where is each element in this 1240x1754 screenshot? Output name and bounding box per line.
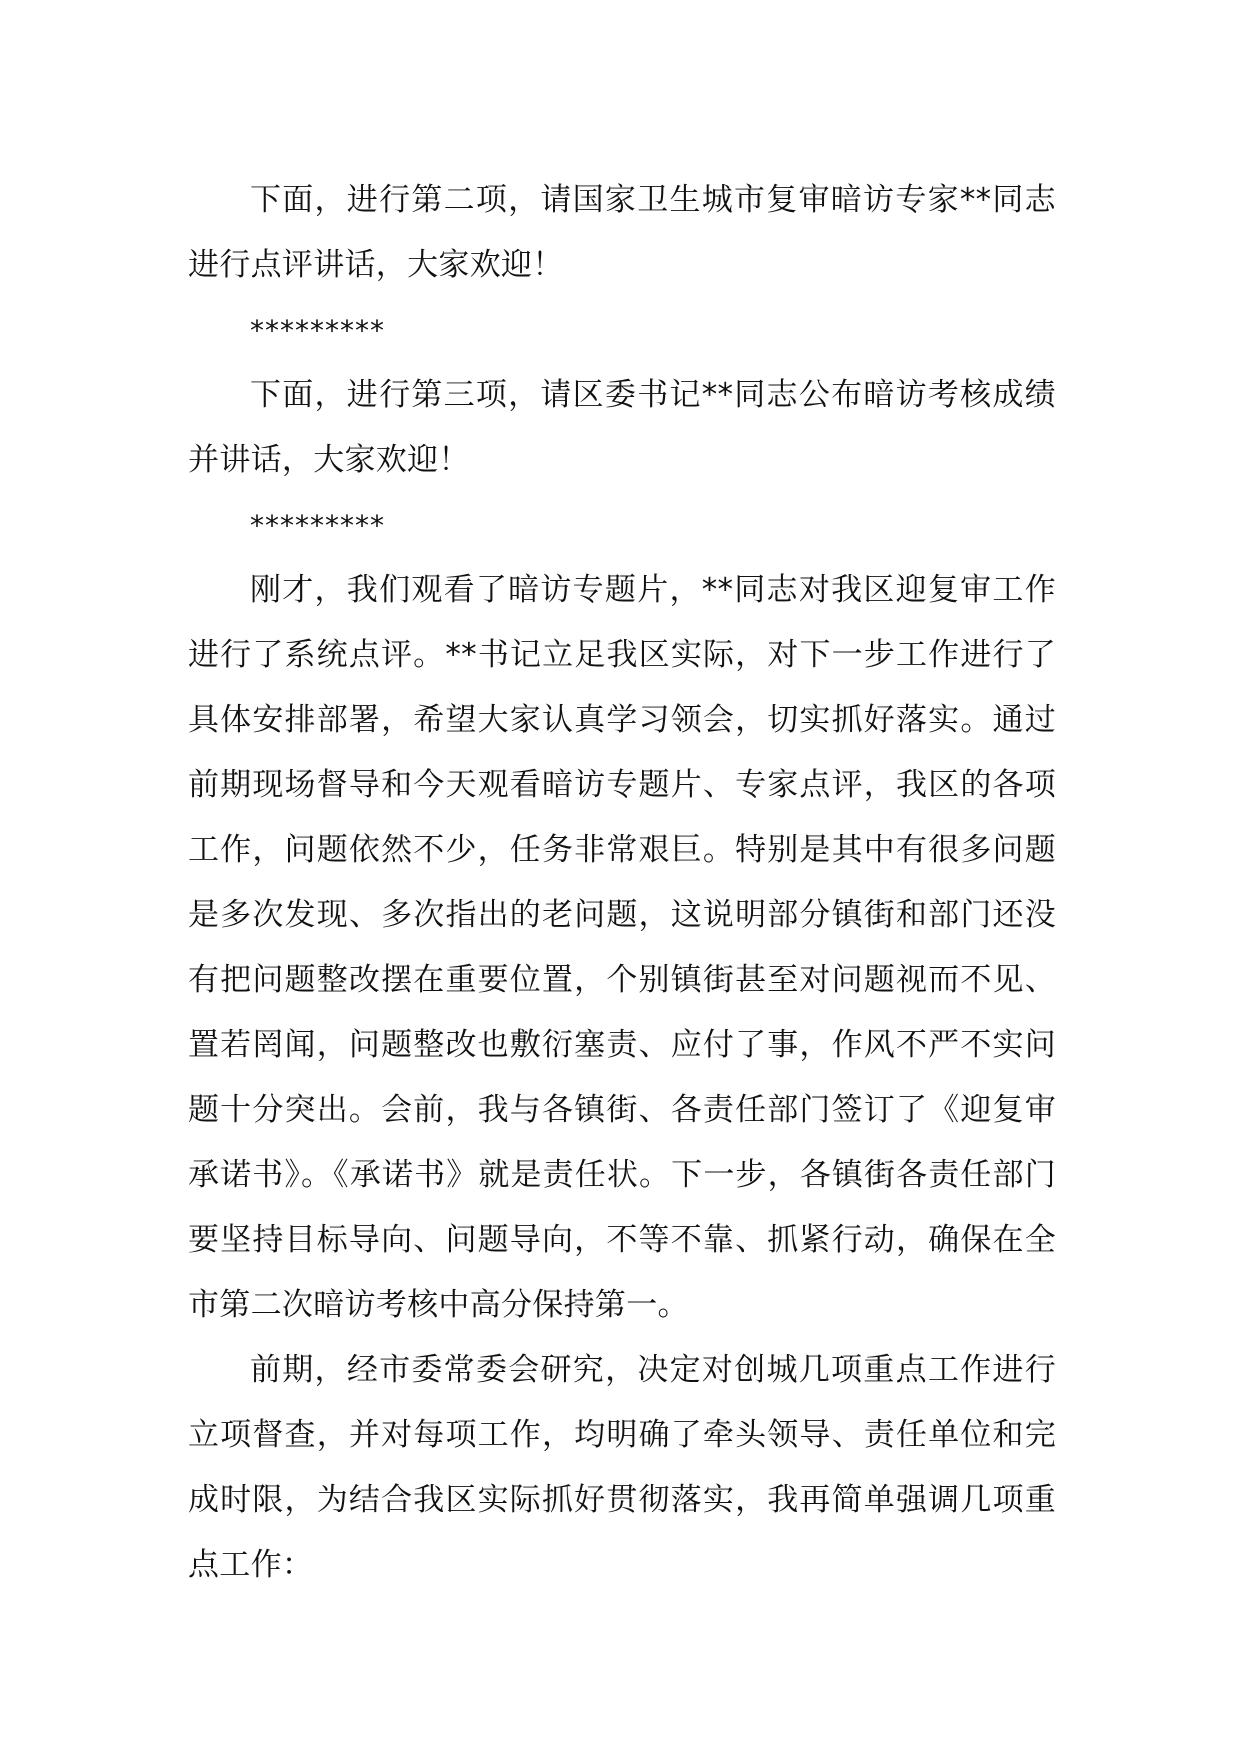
- paragraph-item-2-intro: 下面，进行第二项，请国家卫生城市复审暗访专家**同志进行点评讲话，大家欢迎！: [188, 182, 1056, 283]
- paragraph-item-3-intro: 下面，进行第三项，请区委书记**同志公布暗访考核成绩并讲话，大家欢迎！: [188, 377, 1056, 478]
- paragraph-key-work: 前期，经市委常委会研究，决定对创城几项重点工作进行立项督查，并对每项工作，均明确了牵头领导、责任单位和完成时限，为结合我区实际抓好贯彻落实，我再简单强调几项重点工作：: [188, 1352, 1056, 1583]
- paragraph-summary: 刚才，我们观看了暗访专题片，**同志对我区迎复审工作进行了系统点评。**书记立足我区实际，对下一步工作进行了具体安排部署，希望大家认真学习领会，切实抓好落实。通过前期现场督导和今天观看暗访专题片、专家点评，我区的各项工作，问题依然不少，任务非常艰巨。特别是其中有很多问题是多次发现、多次指出的老问题，这说明部分镇街和部门还没有把问题整改摆在重要位置，个别镇街甚至对问题视而不见、置若罔闻，问题整改也敷衍塞责、应付了事，作风不严不实问题十分突出。会前，我与各镇街、各责任部门签订了《迎复审承诺书》。《承诺书》就是责任状。下一步，各镇街各责任部门要坚持目标导向、问题导向，不等不靠、抓紧行动，确保在全市第二次暗访考核中高分保持第一。: [188, 572, 1056, 1323]
- separator-asterisks: *********: [250, 509, 385, 542]
- separator-asterisks: *********: [250, 314, 385, 347]
- document-body: [188, 168, 1056, 1598]
